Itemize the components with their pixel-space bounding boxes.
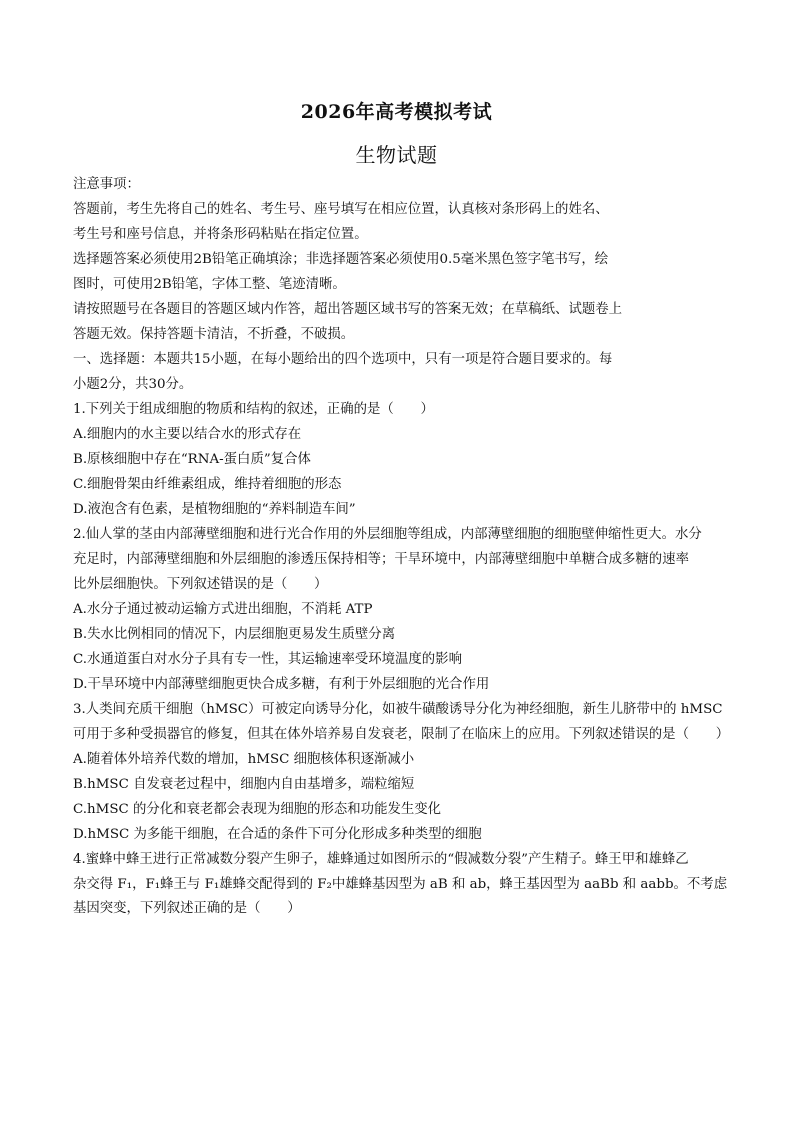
question-stem: 2.仙人掌的茎由内部薄壁细胞和进行光合作用的外层细胞等组成，内部薄壁细胞的细胞壁伸缩性更大。水分 (73, 527, 702, 542)
question-option: D.液泡含有色素，是植物细胞的“养料制造车间” (73, 502, 356, 517)
notes-line: 请按照题号在各题目的答题区域内作答，超出答题区域书写的答案无效；在草稿纸、试题卷上 (73, 302, 623, 317)
question-option: B.失水比例相同的情况下，内层细胞更易发生质壁分离 (73, 627, 396, 642)
notes-line: 图时，可使用2B铅笔，字体工整、笔迹清晰。 (73, 277, 346, 292)
notes-heading: 注意事项： (73, 177, 140, 192)
question-stem: 3.人类间充质干细胞（hMSC）可被定向诱导分化，如被牛磺酸诱导分化为神经细胞，新生儿脐带中的 hMSC (73, 702, 723, 717)
page-subtitle: 生物试题 (355, 143, 438, 167)
question-option: A.随着体外培养代数的增加，hMSC 细胞核体积逐渐减小 (73, 752, 415, 767)
question-option: C.hMSC 的分化和衰老都会表现为细胞的形态和功能发生变化 (73, 802, 442, 817)
question-option: C.水通道蛋白对水分子具有专一性，其运输速率受环境温度的影响 (73, 652, 462, 667)
notes-line: 答题无效。保持答题卡清洁，不折叠，不破损。 (73, 327, 355, 342)
page-title: 2026年高考模拟考试 (300, 101, 493, 123)
question-option: D.干旱环境中内部薄壁细胞更快合成多糖，有利于外层细胞的光合作用 (73, 677, 490, 692)
question-option: C.细胞骨架由纤维素组成，维持着细胞的形态 (73, 477, 342, 492)
question-stem: 4.蜜蜂中蜂王进行正常减数分裂产生卵子，雄蜂通过如图所示的“假减数分裂”产生精子。蜂王甲和雄蜂乙 (73, 852, 689, 867)
notes-line: 选择题答案必须使用2B铅笔正确填涂；非选择题答案必须使用0.5毫米黑色签字笔书写，绘 (73, 252, 609, 267)
question-option: A.细胞内的水主要以结合水的形式存在 (73, 427, 302, 442)
question-option: A.水分子通过被动运输方式进出细胞，不消耗 ATP (73, 602, 373, 617)
question-option: B.原核细胞中存在“RNA-蛋白质”复合体 (73, 452, 311, 467)
question-stem: 基因突变，下列叙述正确的是（ ） (73, 901, 301, 916)
question-stem: 充足时，内部薄壁细胞和外层细胞的渗透压保持相等；干旱环境中，内部薄壁细胞中单糖合成多糖的速率 (73, 552, 689, 567)
question-stem: 比外层细胞快。下列叙述错误的是（ ） (73, 577, 328, 592)
question-option: D.hMSC 为多能干细胞，在合适的条件下可分化形成多种类型的细胞 (73, 827, 482, 842)
question-stem: 杂交得 F₁，F₁蜂王与 F₁雄蜂交配得到的 F₂中雄蜂基因型为 aB 和 ab，蜂王基因型为 aaBb 和 aabb。不考虑 (73, 877, 728, 892)
question-stem: 1.下列关于组成细胞的物质和结构的叙述，正确的是（ ） (73, 402, 434, 417)
section-heading: 小题2分，共30分。 (73, 377, 193, 392)
question-option: B.hMSC 自发衰老过程中，细胞内自由基增多，端粒缩短 (73, 777, 415, 792)
question-stem: 可用于多种受损器官的修复，但其在体外培养易自发衰老，限制了在临床上的应用。下列叙述错误的是（ ） (73, 727, 730, 742)
notes-line: 答题前，考生先将自己的姓名、考生号、座号填写在相应位置，认真核对条形码上的姓名、 (73, 202, 609, 217)
section-heading: 一、选择题：本题共15小题，在每小题给出的四个选项中，只有一项是符合题目要求的。每 (73, 352, 613, 367)
notes-line: 考生号和座号信息，并将条形码粘贴在指定位置。 (73, 227, 368, 242)
